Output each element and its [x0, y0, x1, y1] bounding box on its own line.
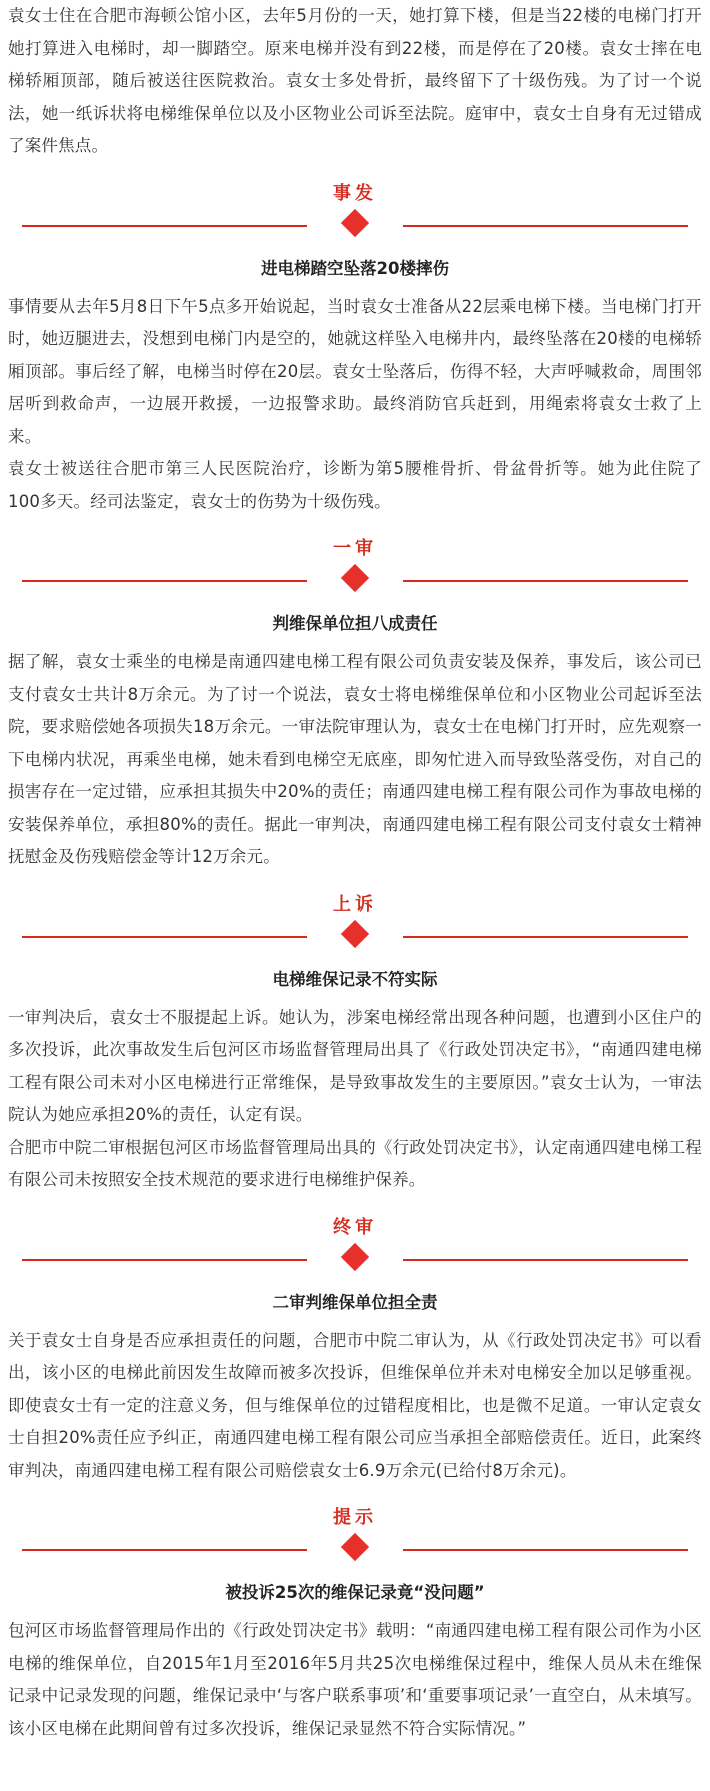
diamond-icon — [341, 919, 369, 947]
section-paragraph: 据了解，袁女士乘坐的电梯是南通四建电梯工程有限公司负责安装及保养，事发后，该公司已支付袁女士共计8万余元。为了讨一个说法，袁女士将电梯维保单位和小区物业公司起诉至法院，要求赔偿她各项损失18万余元。一审法院审理认为，袁女士在电梯门打开时，应先观察一下电梯内状况，再乘坐电梯，她未看到电梯空无底座，即匆忙进入而导致坠落受伤，对自己的损害存在一定过错，应承担其损失中20%的责任；南通四建电梯工程有限公司作为事故电梯的安装保养单位，承担80%的责任。据此一审判决，南通四建电梯工程有限公司支付袁女士精神抚慰金及伤残赔偿金等计12万余元。 — [8, 652, 702, 866]
divider-line-left — [22, 1259, 307, 1261]
divider-line-right — [403, 580, 688, 582]
section-divider — [8, 163, 702, 255]
divider-line-right — [403, 936, 688, 938]
section-divider — [8, 1197, 702, 1289]
section-subtitle: 进电梯踏空坠落20楼摔伤 — [261, 258, 449, 278]
section-divider — [8, 874, 702, 966]
section-label: 提示 — [333, 1507, 377, 1528]
divider-line-right — [403, 225, 688, 227]
divider-line-right — [403, 1259, 688, 1261]
section-appeal — [8, 874, 702, 1197]
section-label: 事发 — [333, 182, 377, 204]
intro-paragraph: 袁女士住在合肥市海顿公馆小区，去年5月份的一天，她打算下楼，但是当22楼的电梯门打开她打算进入电梯时，却一脚踏空。原来电梯并没有到22楼，而是停在了20楼。袁女士摔在电梯轿厢顶部，随后被送往医院救治。袁女士多处骨折，最终留下了十级伤残。为了讨一个说法，她一纸诉状将电梯维保单位以及小区物业公司诉至法院。庭审中，袁女士自身有无过错成了案件焦点。 — [8, 6, 702, 155]
section-final-trial — [8, 1197, 702, 1488]
divider-line-left — [22, 580, 307, 582]
section-paragraph: 包河区市场监督管理局作出的《行政处罚决定书》载明：“南通四建电梯工程有限公司作为小区电梯的维保单位，自2015年1月至2016年5月共25次电梯维保过程中，维保人员从未在维保记录中记录发现的问题，维保记录中‘与客户联系事项’和‘重要事项记录’一直空白，从未填写。该小区电梯在此期间曾有过多次投诉，维保记录显然不符合实际情况。” — [8, 1621, 702, 1738]
section-subtitle: 二审判维保单位担全责 — [272, 1292, 438, 1312]
section-label: 终审 — [333, 1216, 377, 1238]
divider-line-left — [22, 936, 307, 938]
section-subtitle: 被投诉25次的维保记录竟“没问题” — [225, 1583, 485, 1602]
section-paragraph: 袁女士被送往合肥市第三人民医院治疗，诊断为第5腰椎骨折、骨盆骨折等。她为此住院了100多天。经司法鉴定，袁女士的伤势为十级伤残。 — [8, 459, 702, 511]
section-paragraph: 关于袁女士自身是否应承担责任的问题，合肥市中院二审认为，从《行政处罚决定书》可以看出，该小区的电梯此前因发生故障而被多次投诉，但维保单位并未对电梯安全加以足够重视。即使袁女士有一定的注意义务，但与维保单位的过错程度相比，也是微不足道。一审认定袁女士自担20%责任应予纠正，南通四建电梯工程有限公司应当承担全部赔偿责任。近日，此案终审判决，南通四建电梯工程有限公司赔偿袁女士6.9万余元(已给付8万余元)。 — [8, 1330, 702, 1480]
divider-line-right — [403, 1549, 688, 1551]
section-divider — [8, 1487, 702, 1579]
divider-line-left — [22, 225, 307, 227]
section-label: 上诉 — [333, 893, 377, 915]
section-divider — [8, 518, 702, 610]
diamond-icon — [341, 564, 369, 592]
section-label: 一审 — [333, 538, 377, 559]
divider-line-left — [22, 1549, 307, 1551]
diamond-icon — [341, 1242, 369, 1270]
section-paragraph: 合肥市中院二审根据包河区市场监督管理局出具的《行政处罚决定书》，认定南通四建电梯工程有限公司未按照安全技术规范的要求进行电梯维护保养。 — [8, 1137, 702, 1189]
diamond-icon — [341, 1533, 369, 1561]
section-incident — [8, 163, 702, 519]
section-first-trial — [8, 518, 702, 874]
diamond-icon — [341, 208, 369, 236]
section-subtitle: 电梯维保记录不符实际 — [272, 969, 438, 989]
section-subtitle: 判维保单位担八成责任 — [272, 614, 438, 633]
section-paragraph: 一审判决后，袁女士不服提起上诉。她认为，涉案电梯经常出现各种问题，也遭到小区住户的多次投诉，此次事故发生后包河区市场监督管理局出具了《行政处罚决定书》，“南通四建电梯工程有限公司未对小区电梯进行正常维保，是导致事故发生的主要原因。”袁女士认为，一审法院认为她应承担20%的责任，认定有误。 — [8, 1007, 702, 1124]
section-paragraph: 事情要从去年5月8日下午5点多开始说起，当时袁女士准备从22层乘电梯下楼。当电梯门打开时，她迈腿进去，没想到电梯门内是空的，她就这样坠入电梯井内，最终坠落在20楼的电梯轿厢顶部。事后经了解，电梯当时停在20层。袁女士坠落后，伤得不轻，大声呼喊救命，周围邻居听到救命声，一边展开救援，一边报警求助。最终消防官兵赶到，用绳索将袁女士救了上来。 — [8, 296, 702, 446]
section-tip — [8, 1487, 702, 1745]
